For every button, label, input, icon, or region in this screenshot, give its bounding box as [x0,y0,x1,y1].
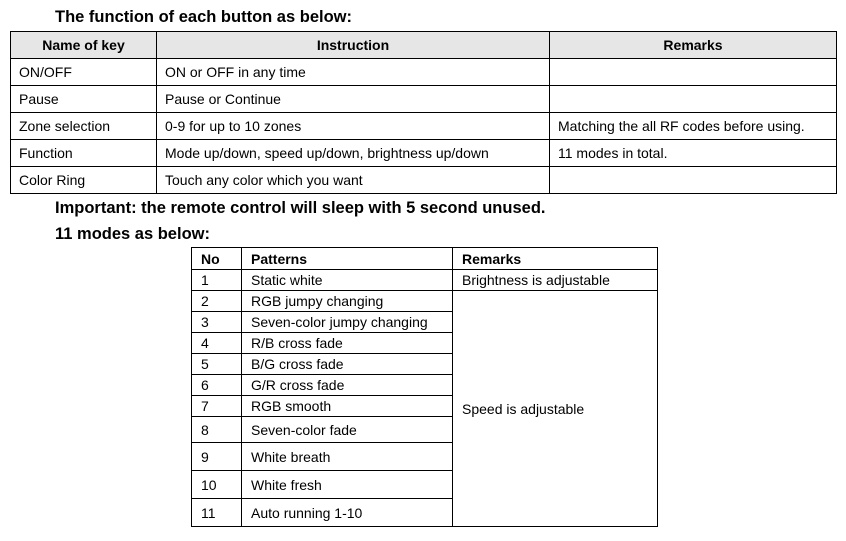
table-row [11,59,837,86]
header-no: No [192,248,242,270]
mode-pattern: RGB jumpy changing [242,291,453,312]
mode-pattern: G/R cross fade [242,375,453,396]
key-instruction: 0-9 for up to 10 zones [157,113,550,140]
important-note: Important: the remote control will sleep with 5 second unused. [55,199,546,217]
mode-number: 2 [192,291,242,312]
mode-number: 6 [192,375,242,396]
key-instruction: ON or OFF in any time [157,59,550,86]
mode-number: 8 [192,417,242,443]
key-instruction: Mode up/down, speed up/down, brightness up/down [157,140,550,167]
header-remarks: Remarks [550,32,837,59]
table-row [11,140,837,167]
mode-number: 11 [192,499,242,527]
mode-number: 5 [192,354,242,375]
mode-pattern: Auto running 1-10 [242,499,453,527]
mode-pattern: Static white [242,270,453,291]
key-name: Function [11,140,157,167]
header-instruction: Instruction [157,32,550,59]
header-remarks: Remarks [453,248,658,270]
table-row [11,113,837,140]
table-row [192,291,658,312]
key-remarks: 11 modes in total. [550,140,837,167]
header-name-of-key: Name of key [11,32,157,59]
key-name: Zone selection [11,113,157,140]
mode-pattern: B/G cross fade [242,354,453,375]
header-patterns: Patterns [242,248,453,270]
mode-pattern: Seven-color jumpy changing [242,312,453,333]
key-name: Pause [11,86,157,113]
mode-pattern: White fresh [242,471,453,499]
key-name: Color Ring [11,167,157,194]
mode-number: 10 [192,471,242,499]
mode-number: 7 [192,396,242,417]
key-remarks [550,86,837,113]
key-remarks [550,59,837,86]
mode-remark-brightness: Brightness is adjustable [453,270,658,291]
modes-table [191,247,658,527]
mode-number: 3 [192,312,242,333]
key-remarks: Matching the all RF codes before using. [550,113,837,140]
table-header-row [11,32,837,59]
key-name: ON/OFF [11,59,157,86]
mode-number: 9 [192,443,242,471]
table-header-row [192,248,658,270]
mode-number: 4 [192,333,242,354]
modes-title: 11 modes as below: [55,225,210,243]
key-remarks [550,167,837,194]
mode-pattern: White breath [242,443,453,471]
key-instruction: Touch any color which you want [157,167,550,194]
table-row [192,270,658,291]
function-title: The function of each button as below: [55,8,352,26]
table-row [11,167,837,194]
mode-pattern: R/B cross fade [242,333,453,354]
mode-number: 1 [192,270,242,291]
mode-remark-speed: Speed is adjustable [453,291,658,527]
mode-pattern: RGB smooth [242,396,453,417]
key-function-table [10,31,837,194]
mode-pattern: Seven-color fade [242,417,453,443]
key-instruction: Pause or Continue [157,86,550,113]
table-row [11,86,837,113]
